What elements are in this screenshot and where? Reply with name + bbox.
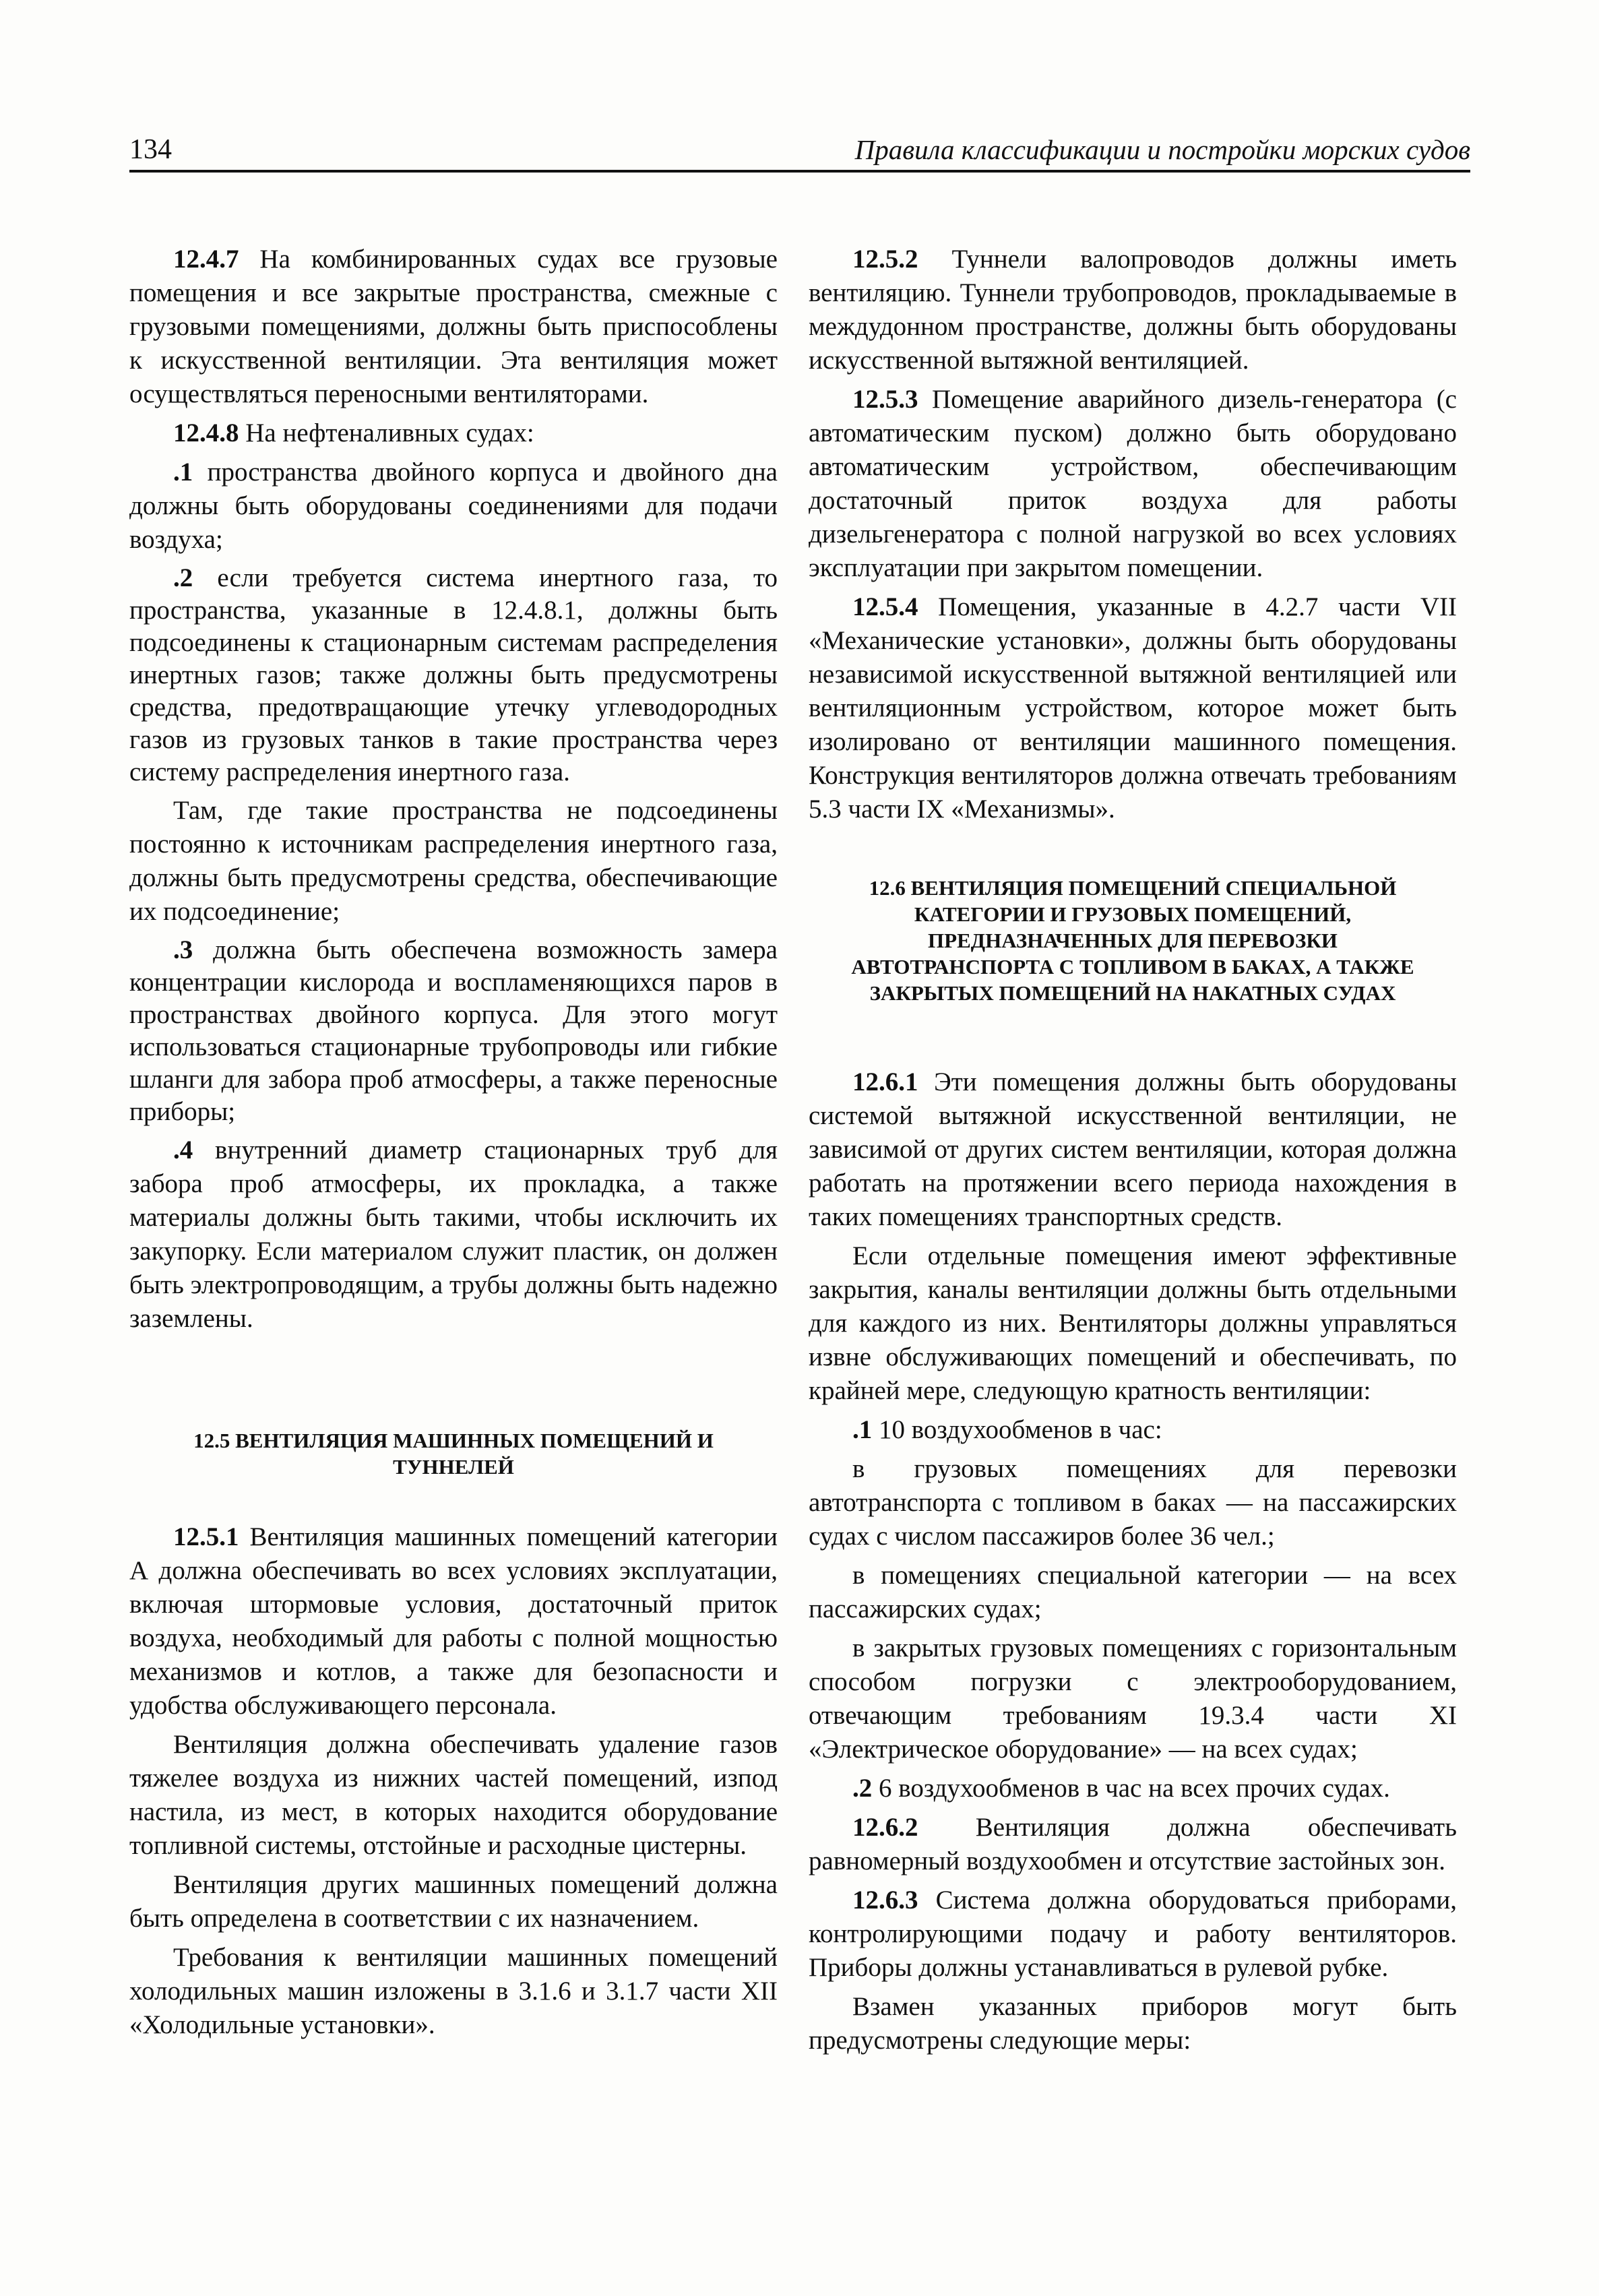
running-title: Правила классификации и постройки морских судов <box>854 134 1470 165</box>
page-header <box>129 132 1470 173</box>
paragraph-12-4-7: 12.4.7 На комбинированных судах все грузовые помещения и все закрытые пространства, смежные с грузовыми помещениями, должны быть приспособлены к искусственной вентиляции. Эта вентиляция может осуществляться переносными вентиляторами. <box>129 245 778 408</box>
paragraph-12-5-1: 12.5.1 Вентиляция машинных помещений категории А должна обеспечивать во всех условиях эксплуатации, включая штормовые условия, достаточный приток воздуха, необходимый для работы с полной мощностью механизмов и котлов, а также для безопасности и удобства обслуживающего персонала. <box>129 1522 778 1720</box>
paragraph-12-5-2: 12.5.2 Туннели валопроводов должны иметь вентиляцию. Туннели трубопроводов, прокладываемые в междудонном пространстве, должны быть оборудованы искусственной вытяжной вентиляцией. <box>809 245 1457 375</box>
section-heading-12-5: 12.5 ВЕНТИЛЯЦИЯ МАШИННЫХ ПОМЕЩЕНИЙ И ТУННЕЛЕЙ <box>193 1429 714 1479</box>
clause-number: 12.5.3 <box>852 385 918 414</box>
list-item-2: .2 6 воздухообменов в час на всех прочих судах. <box>852 1774 1390 1803</box>
right-column <box>809 243 1457 2063</box>
paragraph-text: Вентиляция должна обеспечивать удаление газов тяжелее воздуха из нижних частей помещений, изпод настила, из мест, в которых находится оборудование топливной системы, отстойные и расходные цистерны. <box>129 1730 778 1860</box>
list-item-3: .3 должна быть обеспечена возможность замера концентрации кислорода и воспламеняющихся паров в пространствах двойного корпуса. Для этого могут использоваться стационарные трубопроводы или гибкие шланги для забора проб атмосферы, а также переносные приборы; <box>129 935 778 1126</box>
clause-number: 12.5.2 <box>852 245 918 274</box>
list-item-1: .1 пространства двойного корпуса и двойного дна должны быть оборудованы соединениями для подачи воздуха; <box>129 458 778 554</box>
paragraph-12-6-2: 12.6.2 Вентиляция должна обеспечивать равномерный воздухообмен и отсутствие застойных зон. <box>809 1813 1457 1875</box>
paragraph-12-4-8: 12.4.8 На нефтеналивных судах: <box>173 418 534 447</box>
paragraph-12-6-3: 12.6.3 Система должна оборудоваться приборами, контролирующими подачу и работу вентиляторов. Приборы должны устанавливаться в рулевой рубке. <box>809 1886 1457 1982</box>
list-item-2: .2 если требуется система инертного газа, то пространства, указанные в 12.4.8.1, должны быть подсоединены к стационарным системам распределения инертных газов; также должны быть предусмотрены средства, предотвращающие утечку углеводородных газов из грузовых танков в такие пространства через систему распределения инертного газа. <box>129 563 778 786</box>
paragraph-text: в закрытых грузовых помещениях с горизонтальным способом погрузки с электрооборудованием, отвечающим требованиям 19.3.4 части XI «Электрическое оборудование» — на всех судах; <box>809 1634 1457 1764</box>
list-item-1: .1 10 воздухообменов в час: <box>852 1415 1162 1444</box>
clause-number: 12.6.1 <box>852 1067 918 1096</box>
clause-number: 12.4.7 <box>173 245 239 274</box>
paragraph-12-5-4: 12.5.4 Помещения, указанные в 4.2.7 части VII «Механические установки», должны быть оборудованы независимой искусственной вытяжной вентиляцией или вентиляционным устройством, которое может быть изолировано от вентиляции машинного помещения. Конструкция вентиляторов должна отвечать требованиям 5.3 части IX «Механизмы». <box>809 592 1457 824</box>
left-column <box>129 243 778 2047</box>
paragraph-text: Вентиляция других машинных помещений должна быть определена в соответствии с их назначением. <box>129 1870 778 1933</box>
page-number: 134 <box>129 134 172 165</box>
paragraph-12-5-3: 12.5.3 Помещение аварийного дизель-генератора (с автоматическим пуском) должно быть оборудовано автоматическим устройством, обеспечивающим достаточный приток воздуха для работы дизельгенератора с полной нагрузкой во всех условиях эксплуатации при закрытом помещении. <box>809 385 1457 582</box>
clause-number: 12.6.2 <box>852 1813 918 1842</box>
list-item-4: .4 внутренний диаметр стационарных труб для забора проб атмосферы, их прокладка, а также материалы должны быть такими, чтобы исключить их закупорку. Если материалом служит пластик, он должен быть электропроводящим, а трубы должны быть надежно заземлены. <box>129 1136 778 1333</box>
paragraph-text: Если отдельные помещения имеют эффективные закрытия, каналы вентиляции должны быть отдельными для каждого из них. Вентиляторы должны управляться извне обслуживающих помещений и обеспечивать, по крайней мере, следующую кратность вентиляции: <box>809 1241 1457 1405</box>
paragraph-text: Там, где такие пространства не подсоединены постоянно к источникам распределения инертного газа, должны быть предусмотрены средства, обеспечивающие их подсоединение; <box>129 796 778 926</box>
clause-number: 12.5.1 <box>173 1522 239 1551</box>
paragraph-12-6-1: 12.6.1 Эти помещения должны быть оборудованы системой вытяжной искусственной вентиляции, не зависимой от других систем вентиляции, которая должна работать на протяжении всего периода нахождения в таких помещениях транспортных средств. <box>809 1067 1457 1231</box>
paragraph-text: в помещениях специальной категории — на всех пассажирских судах; <box>809 1561 1457 1623</box>
clause-number: 12.5.4 <box>852 592 918 621</box>
clause-number: 12.6.3 <box>852 1886 918 1915</box>
clause-number: 12.4.8 <box>173 418 239 447</box>
section-heading-12-6: 12.6 ВЕНТИЛЯЦИЯ ПОМЕЩЕНИЙ СПЕЦИАЛЬНОЙ КАТЕГОРИИ И ГРУЗОВЫХ ПОМЕЩЕНИЙ, ПРЕДНАЗНАЧЕННЫХ ДЛЯ ПЕРЕВОЗКИ АВТОТРАНСПОРТА С ТОПЛИВОМ В БАКАХ, А ТАКЖЕ ЗАКРЫТЫХ ПОМЕЩЕНИЙ НА НАКАТНЫХ СУДАХ <box>851 876 1414 1005</box>
paragraph-text: Требования к вентиляции машинных помещений холодильных машин изложены в 3.1.6 и 3.1.7 части XII «Холодильные установки». <box>129 1943 778 2039</box>
paragraph-text: в грузовых помещениях для перевозки автотранспорта с топливом в баках — на пассажирских судах с числом пассажиров более 36 чел.; <box>809 1454 1457 1551</box>
paragraph-text: Взамен указанных приборов могут быть предусмотрены следующие меры: <box>809 1992 1457 2055</box>
